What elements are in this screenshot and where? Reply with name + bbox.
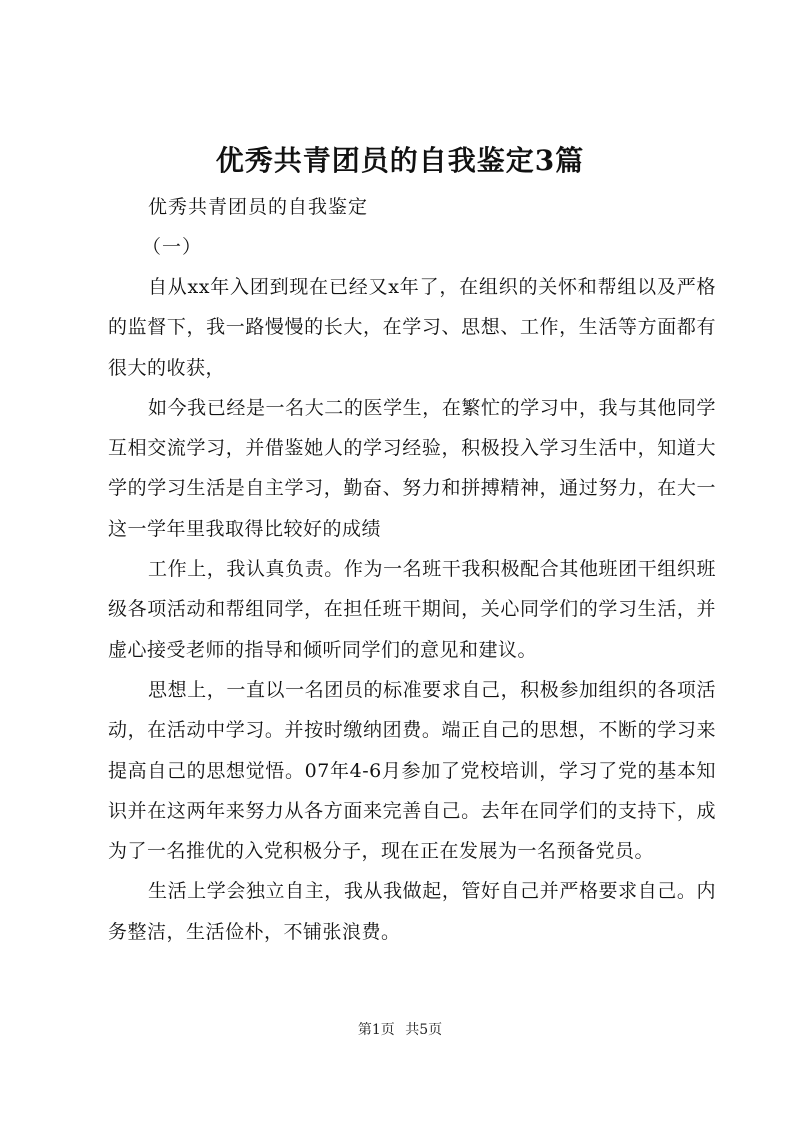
- paragraph-1: 自从xx年入团到现在已经又x年了，在组织的关怀和帮组以及严格的监督下，我一路慢慢的长大，在学习、思想、工作，生活等方面都有很大的收获，: [108, 276, 716, 379]
- document-body: [108, 187, 716, 952]
- document-subtitle: 优秀共青团员的自我鉴定: [148, 196, 369, 218]
- page-footer: [0, 1019, 800, 1039]
- paragraph-3: 工作上，我认真负责。作为一名班干我积极配合其他班团干组织班级各项活动和帮组同学，在担任班干期间，关心同学们的学习生活，并虚心接受老师的指导和倾听同学们的意见和建议。: [108, 558, 716, 661]
- paragraph-5: 生活上学会独立自主，我从我做起，管好自己并严格要求自己。内务整洁，生活俭朴，不铺张浪费。: [108, 880, 716, 943]
- paragraph-4: 思想上，一直以一名团员的标准要求自己，积极参加组织的各项活动，在活动中学习。并按时缴纳团费。端正自己的思想，不断的学习来提高自己的思想觉悟。07年4-6月参加了党校培训，学习了党的基本知识并在这两年来努力从各方面来完善自己。去年在同学们的支持下，成为了一名推优的入党积极分子，现在正在发展为一名预备党员。: [108, 678, 716, 863]
- document-title: 优秀共青团员的自我鉴定3篇: [215, 144, 585, 177]
- page-number: 第1页: [357, 1022, 395, 1038]
- section-marker: （一）: [142, 236, 203, 258]
- page-total: 共5页: [405, 1022, 443, 1038]
- paragraph-2: 如今我已经是一名大二的医学生，在繁忙的学习中，我与其他同学互相交流学习，并借鉴她人的学习经验，积极投入学习生活中，知道大学的学习生活是自主学习，勤奋、努力和拼搏精神，通过努力，在大一这一学年里我取得比较好的成绩: [108, 396, 716, 540]
